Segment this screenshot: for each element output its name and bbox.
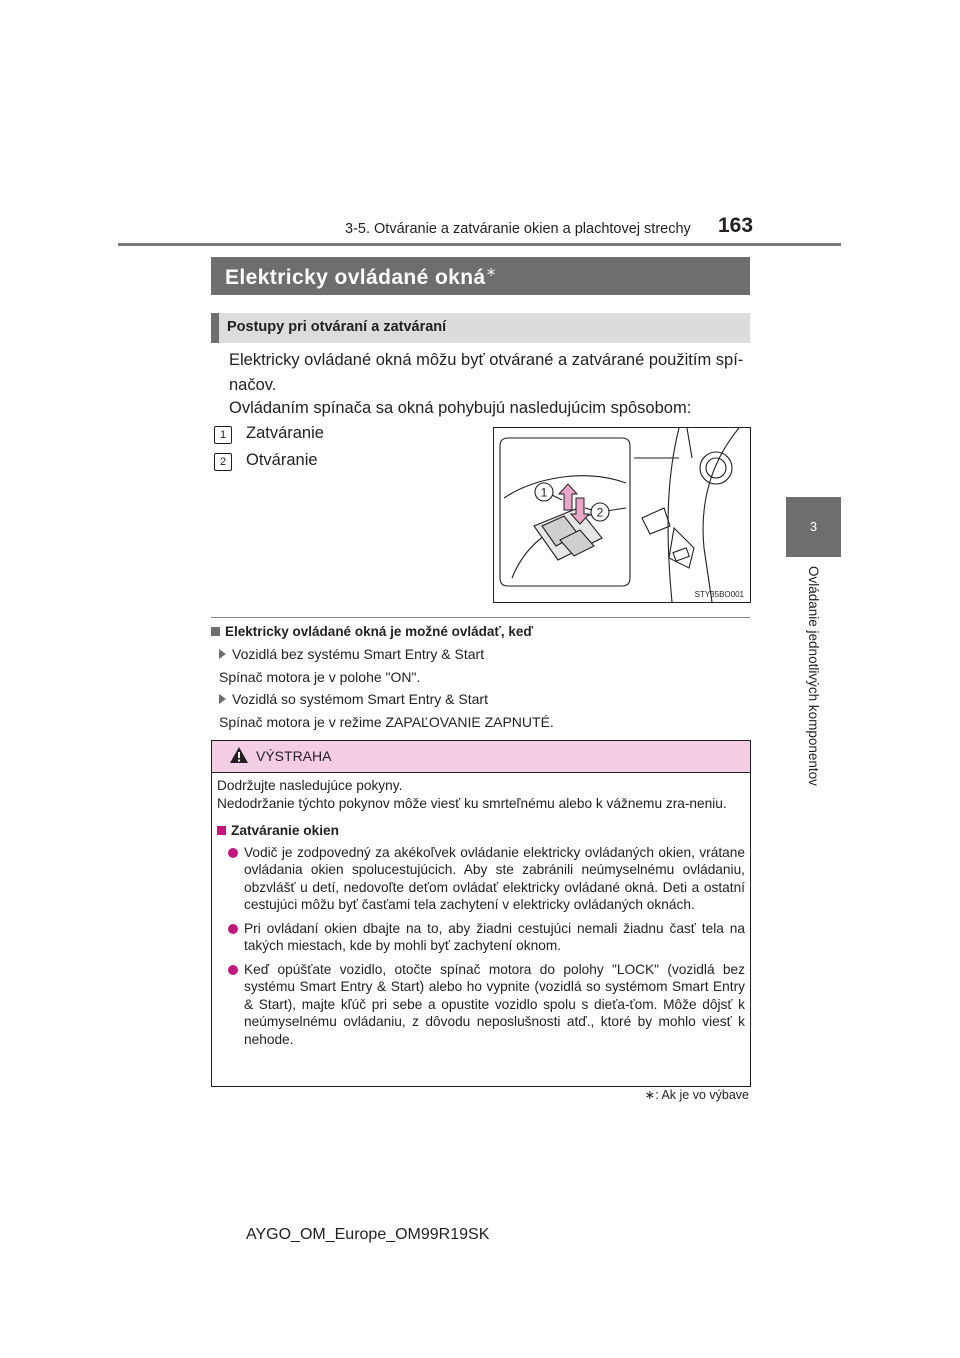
vent-inner <box>706 458 726 478</box>
warning-item: Pri ovládaní okien dbajte na to, aby žiadni cestujúci nemali žiadnu časť tela na takých miestach, kde by mohli byť zachytení oknom. <box>217 920 745 955</box>
note-item-label: Vozidlá bez systému Smart Entry & Start <box>219 644 484 664</box>
bullet-dot-icon <box>228 848 238 858</box>
small-switch <box>673 548 689 561</box>
asterisk-mark: ∗ <box>485 264 497 279</box>
warning-header <box>212 741 750 773</box>
subsection-accent <box>211 313 219 343</box>
running-head: 3-5. Otváranie a zatváranie okien a plachtovej strechy <box>345 221 691 237</box>
warning-intro: Dodržujte nasledujúce pokyny. Nedodržanie týchto pokynov môže viesť ku smrteľnému alebo k vážnemu zra-neniu. <box>217 778 727 811</box>
door-edge-line <box>668 428 679 602</box>
square-bullet-icon <box>211 627 220 636</box>
chapter-side-label <box>798 566 828 802</box>
intro-paragraph: Elektricky ovládané okná môžu byť otvárané a zatvárané použitím spí-načov. <box>229 351 744 394</box>
vent-outer <box>700 452 732 484</box>
step-number: 2 <box>214 453 232 471</box>
switch-paragraph: Ovládaním spínača sa okná pohybujú nasledujúcim spôsobom: <box>229 399 692 417</box>
subsection-title-bar <box>211 313 750 343</box>
window-switch-illustration <box>493 427 751 603</box>
warning-item: Vodič je zodpovedný za akékoľvek ovládanie elektricky ovládaných okien, vrátane ovládania okien spolucestujúcich. Aby ste zabránili neúmyselnému ovládaniu, obzvlášť u detí, nedovoľte deťom ovládať elektricky ovládané okná. Deti a ostatní cestujúci môžu byť časťami tela zachytení v elektricky ovládaných oknách. <box>217 844 745 914</box>
warning-list <box>217 844 745 1049</box>
note-item-text: Spínač motora je v polohe "ON". <box>219 669 421 685</box>
footnote: ∗: Ak je vo výbave <box>644 1088 749 1102</box>
chapter-title: Ovládanie jednotlivých komponentov <box>806 566 821 786</box>
note-item-label: Vozidlá so systémom Smart Entry & Start <box>219 689 488 709</box>
warning-title: VÝSTRAHA <box>256 748 332 764</box>
document-code: AYGO_OM_Europe_OM99R19SK <box>246 1226 490 1243</box>
figure-code: STY35BO001 <box>694 590 744 599</box>
bullet-dot-icon <box>228 965 238 975</box>
warning-box <box>211 740 751 1087</box>
section-title-bar <box>211 257 750 295</box>
header-rule <box>118 243 841 246</box>
step-number: 1 <box>214 426 232 444</box>
switch-drawing <box>494 428 750 602</box>
triangle-bullet-icon <box>219 694 226 704</box>
step-closing <box>214 424 414 446</box>
chapter-tab: 3 <box>786 497 841 557</box>
warning-body <box>217 777 745 1054</box>
door-line <box>687 428 692 458</box>
subsection-title: Postupy pri otváraní a zatváraní <box>227 319 447 335</box>
warning-triangle-icon <box>229 746 249 764</box>
step-label: Otváranie <box>246 451 318 469</box>
callout-number-2: 2 <box>596 505 604 520</box>
note-item-text: Spínač motora je v režime ZAPAĽOVANIE ZAPNUTÉ. <box>219 714 554 730</box>
square-bullet-icon <box>217 826 226 835</box>
triangle-bullet-icon <box>219 649 226 659</box>
step-label: Zatváranie <box>246 424 324 442</box>
page-number: 163 <box>718 214 754 237</box>
warning-item: Keď opúšťate vozidlo, otočte spínač motora do polohy "LOCK" (vozidlá bez systému Smart Entry & Start) alebo ho vypnite (vozidlá so systémom Smart Entry & Start), majte kľúč pri sebe a opustite vozidlo spolu s dieťa-ťom. Môže dôjsť k neúmyselnému ovládaniu, z dôvodu neposlušnosti atď., ktoré by mohlo viesť k nehode. <box>217 961 745 1049</box>
step-opening <box>214 451 414 473</box>
section-title: Elektricky ovládané okná∗ <box>225 264 497 289</box>
door-pull <box>669 528 694 568</box>
handle <box>642 508 670 534</box>
warning-subheading: Zatváranie okien <box>217 822 745 840</box>
section-divider <box>211 617 750 618</box>
note-heading: Elektricky ovládané okná je možné ovládať, keď <box>211 624 533 639</box>
bullet-dot-icon <box>228 924 238 934</box>
callout-number-1: 1 <box>540 485 548 500</box>
